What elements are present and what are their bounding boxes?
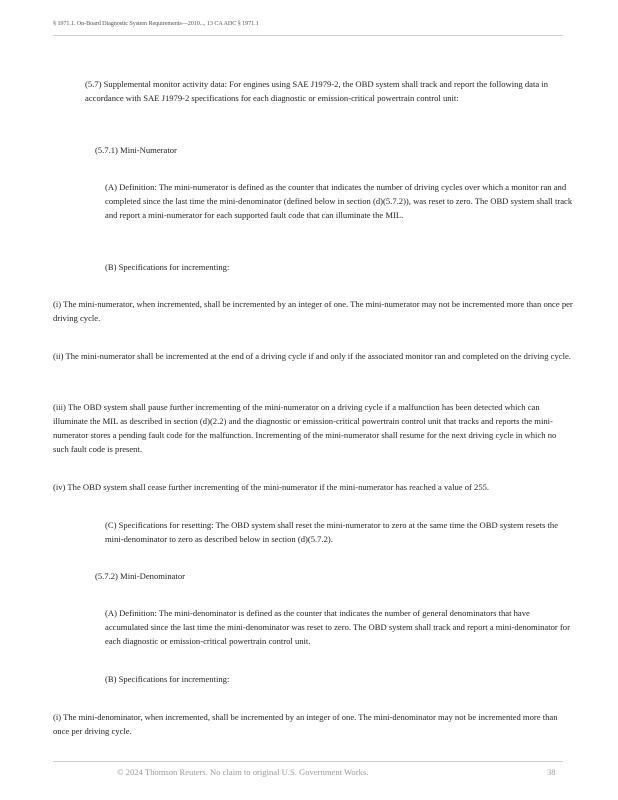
list-item-ii: (ii) The mini-numerator shall be incremented at the end of a driving cycle if and only if the associated monitor ran and completed on the driving cycle. — [53, 351, 571, 361]
header-divider — [53, 35, 563, 36]
paragraph-5-7-2-a: (A) Definition: The mini-denominator is defined as the counter that indicates the number of general denominators that have accumulated since the last time the mini-denominator was reset to zero. The OBD system shall track and report a mini-denominator for each diagnostic or emission-critical powertrain control unit. — [105, 608, 570, 646]
paragraph-5-7: (5.7) Supplemental monitor activity data: For engines using SAE J1979-2, the OBD system shall track and report the following data in accordance with SAE J1979-2 specifications for each diagnostic or emission-critical powertrain control unit: — [85, 79, 549, 103]
paragraph-5-7-1-c: (C) Specifications for resetting: The OBD system shall reset the mini-numerator to zero at the same time the OBD system resets the mini-denominator to zero as described below in section (d)(5.7.2). — [105, 520, 559, 544]
paragraph-5-7-1-b: (B) Specifications for incrementing: — [105, 262, 230, 272]
page-number: 38 — [547, 767, 556, 777]
list-item-2-i: (i) The mini-denominator, when incremented, shall be incremented by an integer of one. The mini-denominator may not be incremented more than once per driving cycle. — [53, 712, 558, 736]
heading-5-7-2: (5.7.2) Mini-Denominator — [95, 571, 185, 581]
paragraph-5-7-2-b: (B) Specifications for incrementing: — [105, 674, 230, 684]
list-item-iv: (iv) The OBD system shall cease further incrementing of the mini-numerator if the mini-numerator has reached a value of 255. — [53, 482, 490, 492]
paragraph-5-7-1-a: (A) Definition: The mini-numerator is defined as the counter that indicates the number of driving cycles over which a monitor ran and completed since the last time the mini-denominator (defined below in section (d)(5.7.2)), was reset to zero. The OBD system shall track and report a mini-numerator for each supported fault code that can illuminate the MIL. — [105, 182, 573, 220]
heading-5-7-1: (5.7.1) Mini-Numerator — [95, 145, 177, 155]
footer-divider — [53, 761, 563, 762]
list-item-iii: (iii) The OBD system shall pause further incrementing of the mini-numerator on a driving cycle if a malfunction has been detected which can illuminate the MIL as described in section (d)(2.2) and the diagnostic or emission-critical powertrain control unit that tracks and reports the mini-numerator stores a pending fault code for the malfunction. Incrementing of the mini-numerator shall resume for the next driving cycle in which no such fault code is present. — [53, 402, 557, 454]
list-item-i: (i) The mini-numerator, when incremented, shall be incremented by an integer of one. The mini-numerator may not be incremented more than once per driving cycle. — [53, 299, 573, 323]
copyright-notice: © 2024 Thomson Reuters. No claim to original U.S. Government Works. — [117, 767, 369, 777]
running-head: § 1971.1. On-Board Diagnostic System Requirements—2010..., 13 CA ADC § 1971.1 — [53, 20, 259, 27]
